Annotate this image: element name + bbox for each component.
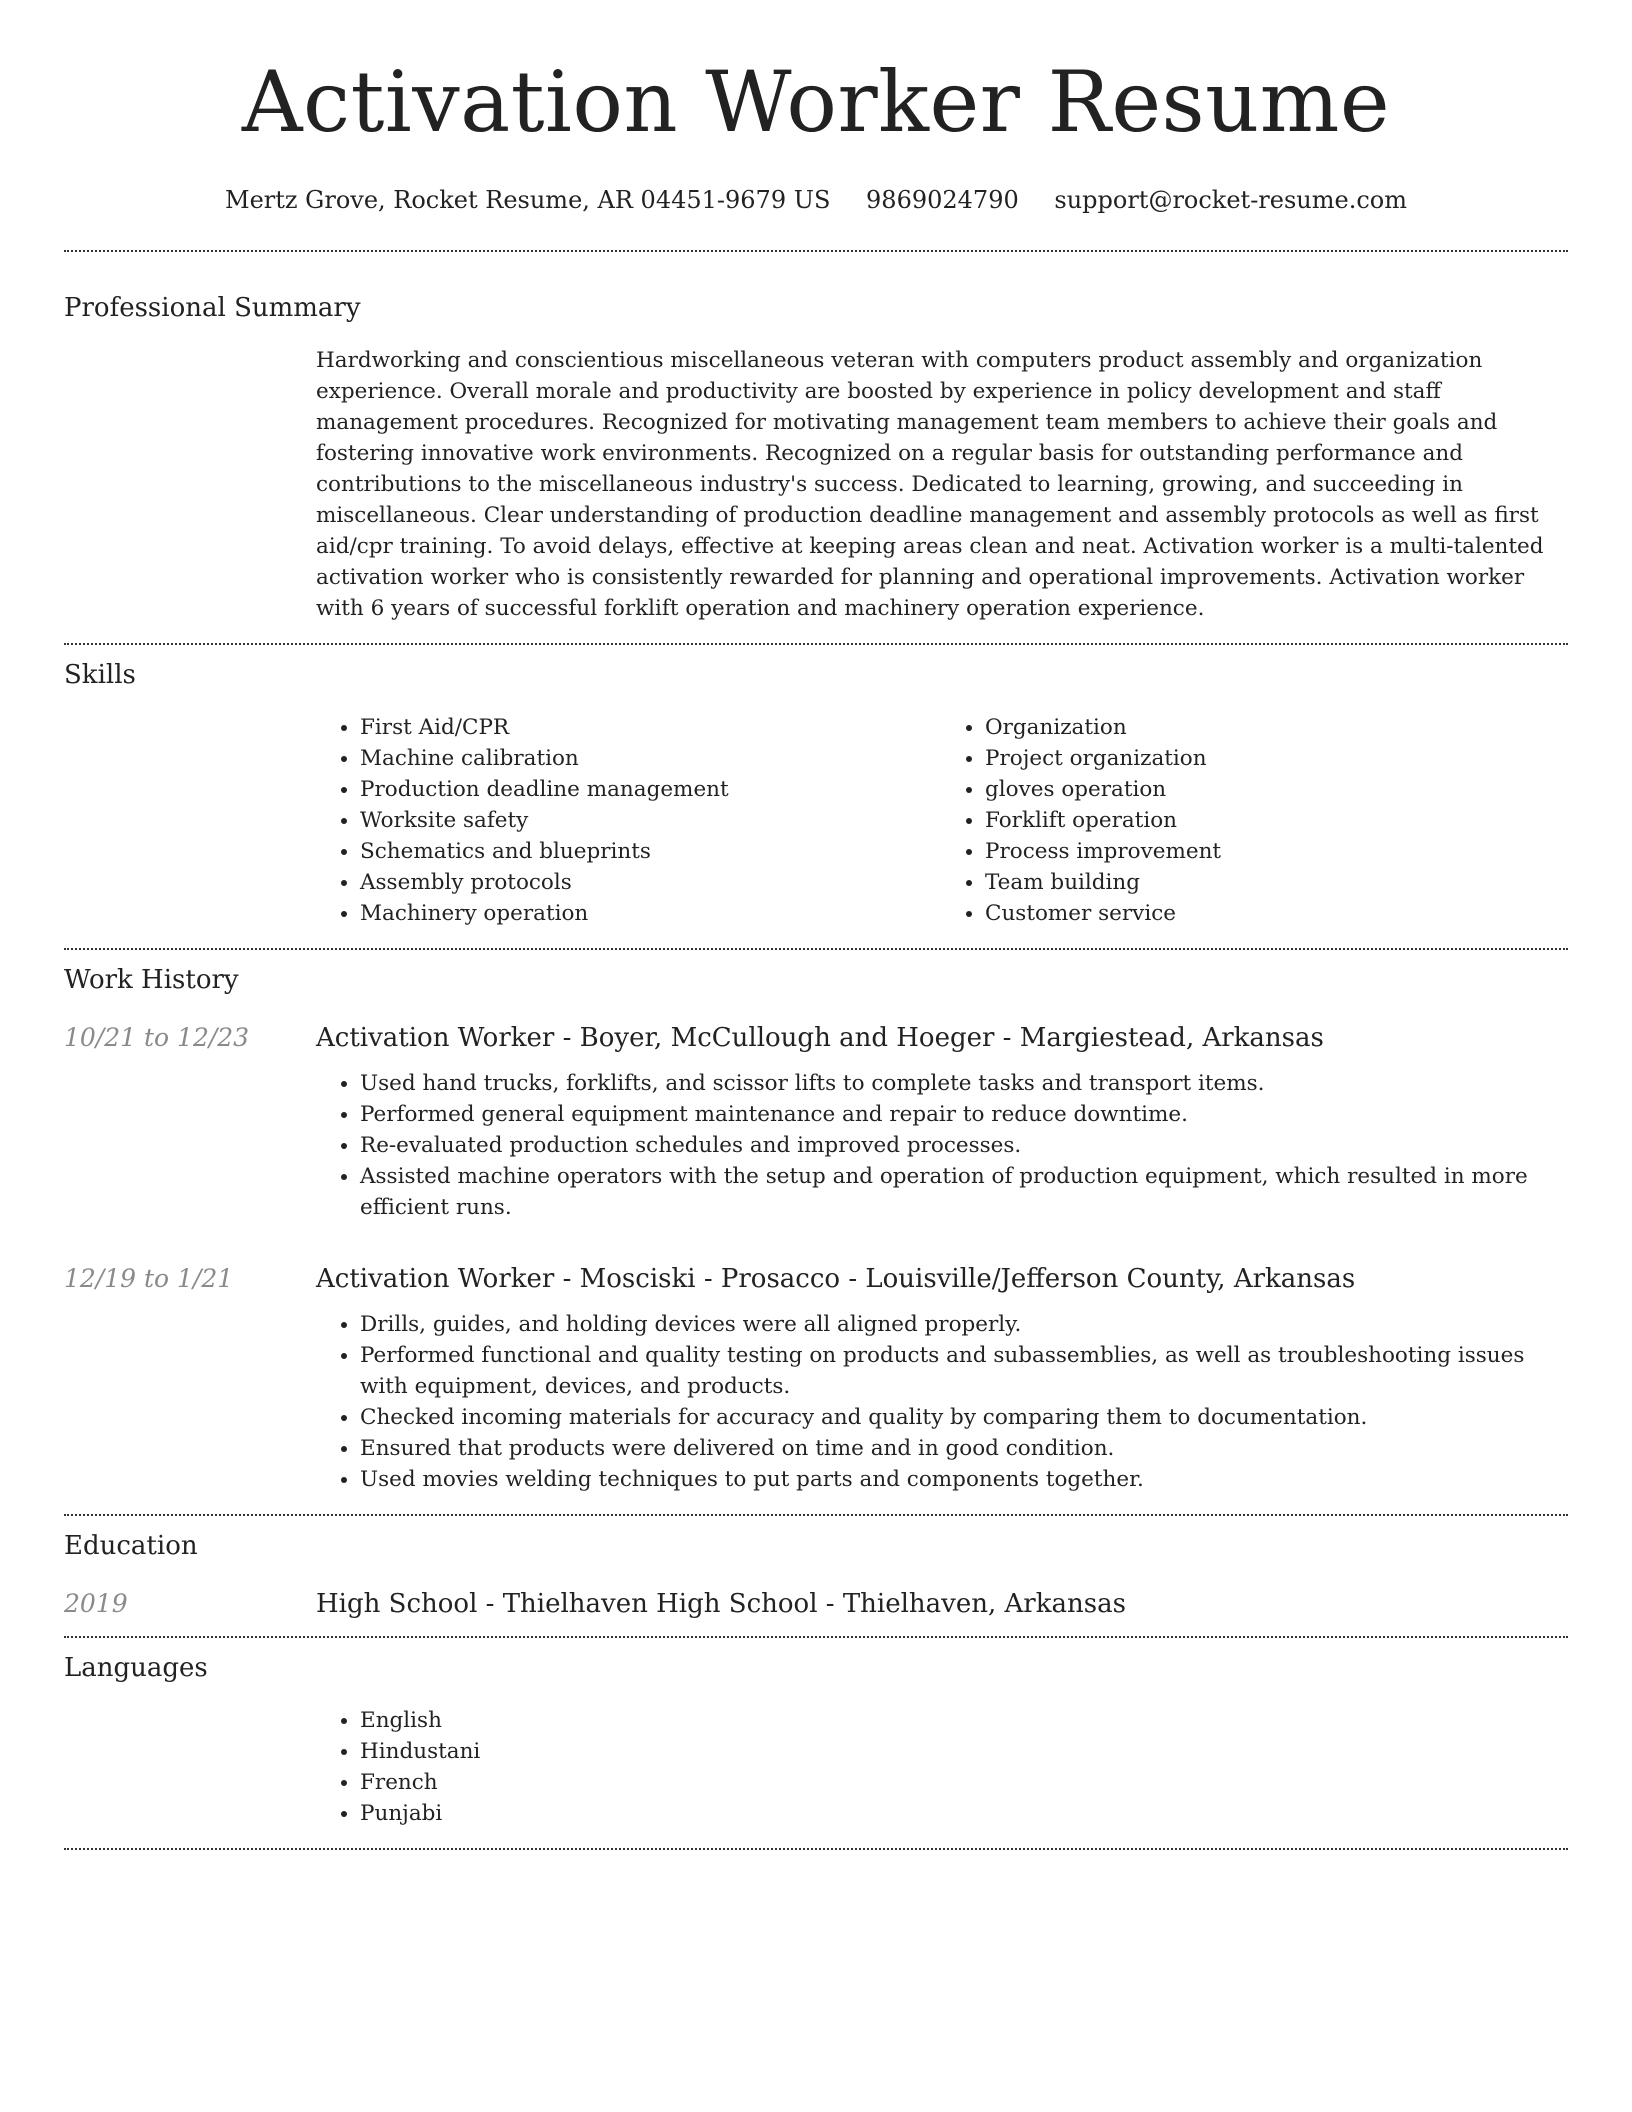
list-item: • Drills, guides, and holding devices were all aligned properly. — [360, 1309, 1566, 1340]
skills-section — [64, 645, 1568, 929]
work-heading: Work History — [64, 965, 239, 995]
list-item: • gloves operation — [985, 774, 1566, 805]
list-item: • Performed functional and quality testing on products and subassemblies, as well as troubleshooting issues with equipment, devices, and products. — [360, 1340, 1566, 1402]
skills-list-left — [316, 712, 941, 929]
list-item: • Performed general equipment maintenance and repair to reduce downtime. — [360, 1099, 1566, 1130]
list-item: • English — [360, 1705, 1566, 1736]
list-item: • Forklift operation — [985, 805, 1566, 836]
list-item: • Used movies welding techniques to put parts and components together. — [360, 1464, 1566, 1495]
summary-section — [64, 252, 1568, 624]
job-entry — [64, 1020, 1568, 1223]
page-title: Activation Worker Resume — [241, 53, 1391, 151]
list-item: • First Aid/CPR — [360, 712, 941, 743]
list-item: • Assisted machine operators with the setup and operation of production equipment, which resulted in more efficient runs. — [360, 1161, 1566, 1223]
summary-body — [316, 345, 1566, 624]
summary-text: Hardworking and conscientious miscellaneous veteran with computers product assembly and organization experience. Overall morale and productivity are boosted by experience in policy development and staff management procedures. Recognized for motivating management team members to achieve their goals and fostering innovative work environments. Recognized on a regular basis for outstanding performance and contributions to the miscellaneous industry's success. Dedicated to learning, growing, and succeeding in miscellaneous. Clear understanding of production deadline management and assembly protocols as well as first aid/cpr training. To avoid delays, effective at keeping areas clean and neat. Activation worker is a multi-talented activation worker who is consistently rewarded for planning and operational improvements. Activation worker with 6 years of successful forklift operation and machinery operation experience. — [316, 348, 1544, 621]
list-item: • Customer service — [985, 898, 1566, 929]
summary-heading: Professional Summary — [64, 293, 361, 323]
education-entry — [64, 1586, 1568, 1622]
list-item: • Punjabi — [360, 1798, 1566, 1829]
job-date: 10/21 to 12/23 — [64, 1023, 250, 1052]
list-item: • Hindustani — [360, 1736, 1566, 1767]
job-heading: Activation Worker - Mosciski - Prosacco - Louisville/Jefferson County, Arkansas — [316, 1264, 1356, 1294]
languages-heading: Languages — [64, 1653, 208, 1683]
contact-line — [64, 184, 1568, 216]
languages-list — [316, 1705, 1566, 1829]
list-item: • Process improvement — [985, 836, 1566, 867]
list-item: • Schematics and blueprints — [360, 836, 941, 867]
list-item: • Production deadline management — [360, 774, 941, 805]
list-item: • Organization — [985, 712, 1566, 743]
list-item: • Used hand trucks, forklifts, and scissor lifts to complete tasks and transport items. — [360, 1068, 1566, 1099]
divider — [64, 1848, 1568, 1850]
job-entry — [64, 1261, 1568, 1495]
list-item: • Machine calibration — [360, 743, 941, 774]
languages-section — [64, 1638, 1568, 1829]
list-item: • Assembly protocols — [360, 867, 941, 898]
work-section — [64, 950, 1568, 1495]
education-heading: Education — [64, 1531, 198, 1561]
list-item: • Machinery operation — [360, 898, 941, 929]
list-item: • Checked incoming materials for accuracy and quality by comparing them to documentation. — [360, 1402, 1566, 1433]
job-heading: Activation Worker - Boyer, McCullough and Hoeger - Margiestead, Arkansas — [316, 1023, 1324, 1053]
list-item: • French — [360, 1767, 1566, 1798]
skills-heading: Skills — [64, 660, 136, 690]
job-date: 12/19 to 1/21 — [64, 1264, 234, 1293]
list-item: • Project organization — [985, 743, 1566, 774]
skills-grid — [316, 712, 1566, 929]
education-section — [64, 1516, 1568, 1622]
contact-phone: 9869024790 — [866, 186, 1019, 214]
job-bullets — [316, 1068, 1566, 1223]
job-main — [316, 1261, 1566, 1495]
list-item: • Team building — [985, 867, 1566, 898]
contact-email: support@rocket-resume.com — [1054, 186, 1407, 214]
list-item: • Ensured that products were delivered on time and in good condition. — [360, 1433, 1566, 1464]
education-date: 2019 — [64, 1589, 128, 1618]
list-item: • Worksite safety — [360, 805, 941, 836]
languages-body — [316, 1705, 1566, 1829]
list-item: • Re-evaluated production schedules and improved processes. — [360, 1130, 1566, 1161]
skills-list-right — [941, 712, 1566, 929]
contact-address: Mertz Grove, Rocket Resume, AR 04451-9679 US — [225, 186, 831, 214]
job-bullets — [316, 1309, 1566, 1495]
education-main — [316, 1586, 1566, 1622]
job-main — [316, 1020, 1566, 1223]
education-heading-line: High School - Thielhaven High School - Thielhaven, Arkansas — [316, 1589, 1126, 1619]
